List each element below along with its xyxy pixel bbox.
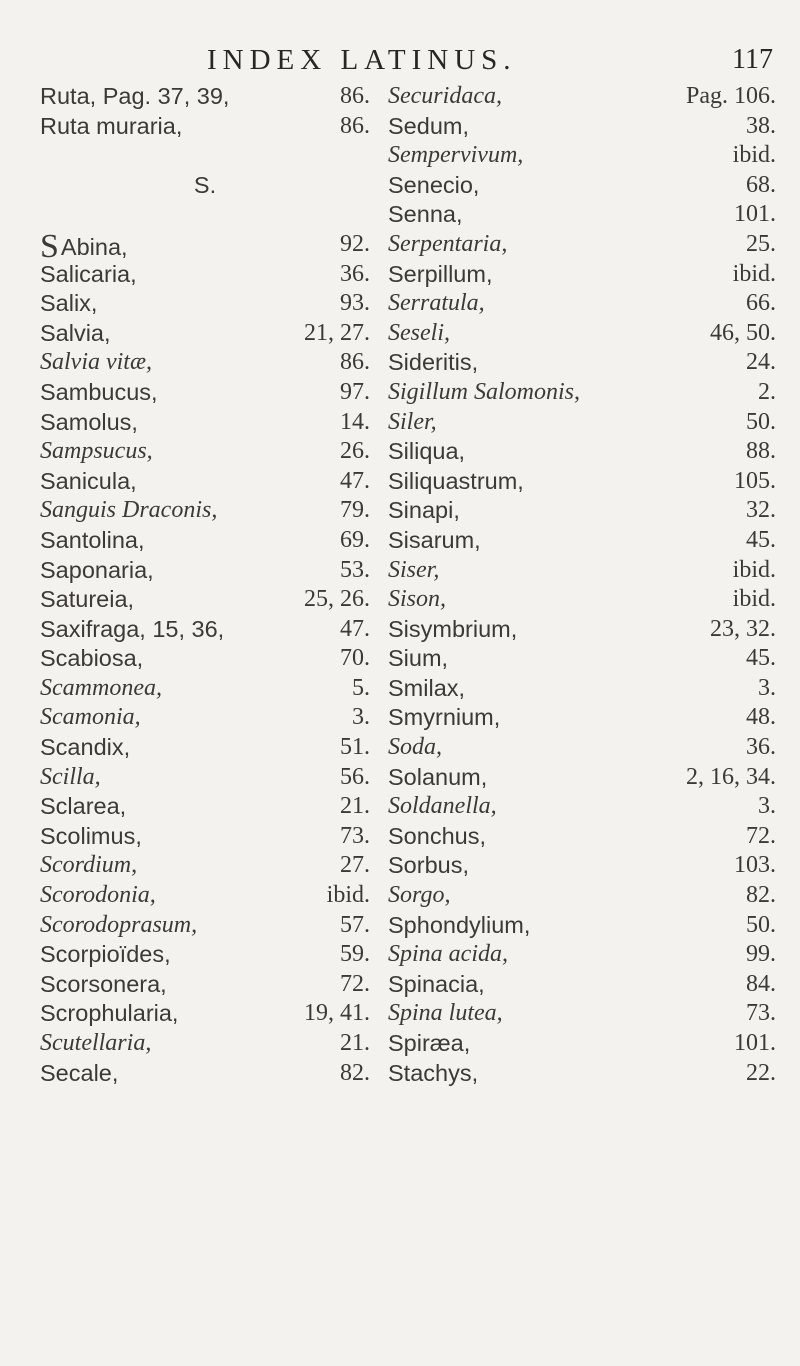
entry-page-ref: 47. [340,615,370,642]
entry-page-ref: 21, 27. [304,319,370,346]
entry-page-ref: 82. [746,882,776,909]
entry-name: Scolimus, [40,822,142,849]
entry-name: Sison, [388,586,447,613]
entry-name: Seseli, [388,319,450,346]
index-title: INDEX LATINUS. [207,44,517,76]
entry-name: Salvia vitæ, [40,349,152,376]
entry-name: Stachys, [388,1059,479,1086]
index-entry [388,674,776,704]
index-entry [40,319,370,349]
entry-name: Salicaria, [40,260,137,287]
entry-page-ref: 47. [340,467,370,494]
entry-page-ref: 99. [746,941,776,968]
index-entry [40,585,370,615]
entry-name: Sedum, [388,112,469,139]
entry-name: Sonchus, [388,822,486,849]
entry-name: Sideritis, [388,349,479,376]
index-entry [388,1059,776,1089]
index-entry [388,319,776,349]
entry-name: Salix, [40,290,98,317]
index-entry [40,348,370,378]
section-letter [40,171,370,201]
entry-name: Soldanella, [388,793,497,820]
index-entry [40,674,370,704]
entry-name: Scordium, [40,852,138,879]
index-entry [40,437,370,467]
entry-page-ref: 88. [746,438,776,465]
entry-page-ref: 19, 41. [304,1000,370,1027]
entry-name: Senecio, [388,171,480,198]
index-entry [40,496,370,526]
entry-page-ref: 70. [340,645,370,672]
index-entry [388,1029,776,1059]
entry-page-ref: 36. [746,734,776,761]
entry-page-ref: 79. [340,497,370,524]
entry-page-ref: 73. [340,822,370,849]
index-entry [388,585,776,615]
index-entry [40,703,370,733]
entry-name: Satureia, [40,586,135,613]
entry-page-ref: 103. [734,852,776,879]
entry-page-ref: ibid. [732,556,776,583]
entry-name: Sinapi, [388,497,460,524]
entry-page-ref: 84. [746,970,776,997]
entry-page-ref: 101. [734,1030,776,1056]
index-entry [388,289,776,319]
entry-name: Ruta, Pag. 37, 39, [40,83,230,109]
entry-page-ref: Pag. 106. [686,83,776,109]
index-entry [388,792,776,822]
entry-name: Serpillum, [388,260,493,287]
entry-name: Scorodonia, [40,882,156,909]
entry-page-ref: 2. [758,378,776,405]
entry-page-ref: 36. [340,260,370,287]
index-entry [388,526,776,556]
entry-name: Spina lutea, [388,1000,503,1027]
index-entry [40,82,370,112]
entry-page-ref: 97. [340,378,370,405]
entry-page-ref: 82. [340,1059,370,1086]
entry-name: Spinacia, [388,970,485,997]
index-entry [388,141,776,171]
entry-name: Spina acida, [388,941,508,968]
entry-page-ref: 46, 50. [710,319,776,346]
entry-name: Scorsonera, [40,970,167,997]
entry-name: Siler, [388,408,437,435]
index-entry [388,112,776,142]
entry-page-ref: 57. [340,911,370,938]
left-index-column [40,82,370,1088]
entry-name: Scutellaria, [40,1030,152,1056]
entry-name: Scandix, [40,734,131,761]
index-entry [40,644,370,674]
entry-page-ref: 72. [340,970,370,997]
index-entry [40,467,370,497]
entry-name: Sium, [388,645,449,672]
index-entry [40,970,370,1000]
entry-page-ref: 86. [340,83,370,109]
entry-page-ref: ibid. [732,586,776,613]
entry-page-ref: 2, 16, 34. [686,763,776,790]
entry-name: Sorgo, [388,882,451,909]
index-entry [40,1029,370,1059]
entry-name: Samolus, [40,408,138,435]
page-header [0,44,800,84]
entry-name: Sambucus, [40,378,158,405]
entry-page-ref: 56. [340,763,370,790]
index-entry [388,260,776,290]
index-entry [40,792,370,822]
index-entry [388,230,776,260]
entry-page-ref: 72. [746,822,776,849]
entry-name: Sigillum Salomonis, [388,378,581,405]
index-entry [388,378,776,408]
entry-name: Scamonia, [40,704,141,731]
entry-name: Scrophularia, [40,1000,179,1027]
entry-name: Salvia, [40,319,111,346]
entry-page-ref: 22. [746,1059,776,1086]
index-entry [388,999,776,1029]
entry-page-ref: 45. [746,645,776,672]
entry-page-ref: 73. [746,1000,776,1027]
index-entry [388,467,776,497]
entry-name: Scorpioïdes, [40,941,171,968]
index-entry [388,408,776,438]
entry-name: Scorodoprasum, [40,911,198,938]
right-index-column [388,82,776,1088]
index-entry [40,526,370,556]
index-entry [40,940,370,970]
entry-page-ref: 69. [340,526,370,553]
entry-name: Sanguis Draconis, [40,497,218,524]
entry-page-ref: 86. [340,349,370,376]
entry-page-ref: 21. [340,1030,370,1056]
entry-page-ref: 14. [340,408,370,435]
entry-name: Siser, [388,556,440,583]
entry-page-ref: 23, 32. [710,615,776,642]
index-entry [388,496,776,526]
entry-name: S. [193,171,217,198]
index-entry [388,348,776,378]
index-entry [40,112,370,142]
entry-page-ref: 59. [340,941,370,968]
entry-name: Sampsucus, [40,438,153,465]
index-entry [388,881,776,911]
entry-name: Scammonea, [40,674,162,701]
index-entry [40,556,370,586]
index-entry [40,822,370,852]
index-entry [388,200,776,230]
entry-page-ref: 50. [746,408,776,435]
entry-name: Saponaria, [40,556,154,583]
entry-name: Serpentaria, [388,230,508,257]
index-entry [388,171,776,201]
entry-page-ref: 21. [340,793,370,820]
index-entry [40,227,370,265]
entry-page-ref: 38. [746,112,776,139]
entry-page-ref: 25, 26. [304,586,370,613]
entry-page-ref: ibid. [326,882,370,909]
index-entry [388,437,776,467]
index-entry [40,141,370,171]
index-entry [388,911,776,941]
entry-name: Sclarea, [40,793,127,820]
entry-name: Scilla, [40,763,101,790]
entry-page-ref: 92. [340,230,370,257]
entry-page-ref: 86. [340,112,370,139]
entry-page-ref: 32. [746,497,776,524]
entry-page-ref: 101. [734,201,776,228]
index-entry [40,260,370,290]
entry-page-ref: 53. [340,556,370,583]
index-entry [40,763,370,793]
entry-name: Sempervivum, [388,142,524,169]
index-entry [388,763,776,793]
index-entry [388,940,776,970]
index-entry [388,733,776,763]
index-entry [40,200,370,230]
index-entry [388,970,776,1000]
entry-page-ref: 24. [746,349,776,376]
index-entry [388,822,776,852]
entry-page-ref: 93. [340,290,370,317]
entry-name: SAbina, [40,227,128,265]
entry-name: Secale, [40,1059,119,1086]
entry-name: Saxifraga, 15, 36, [40,615,225,642]
entry-page-ref: 3. [352,704,370,731]
entry-name: Ruta muraria, [40,112,183,139]
entry-page-ref: 5. [352,674,370,701]
entry-name: Solanum, [388,763,488,790]
entry-name: Sanicula, [40,467,137,494]
entry-page-ref: 45. [746,526,776,553]
entry-name: Scabiosa, [40,645,144,672]
entry-page-ref: 50. [746,911,776,938]
entry-name: Smyrnium, [388,704,501,731]
entry-name: Sisymbrium, [388,615,518,642]
index-entry [40,408,370,438]
entry-page-ref: 48. [746,704,776,731]
entry-page-ref: 3. [758,793,776,820]
entry-page-ref: 68. [746,171,776,198]
index-entry [388,615,776,645]
entry-page-ref: 26. [340,438,370,465]
entry-name: Soda, [388,734,442,761]
index-entry [388,82,776,112]
entry-name: Santolina, [40,526,145,553]
entry-name: Senna, [388,201,463,228]
index-entry [388,644,776,674]
entry-page-ref: 27. [340,852,370,879]
index-entry [40,911,370,941]
entry-page-ref: ibid. [732,142,776,169]
index-entry [40,289,370,319]
entry-name: Spiræa, [388,1030,471,1056]
entry-page-ref: 3. [758,674,776,701]
entry-page-ref: 25. [746,230,776,257]
page-number: 117 [732,44,773,75]
entry-page-ref: ibid. [732,260,776,287]
index-entry [388,851,776,881]
entry-name: Sisarum, [388,526,481,553]
entry-name: Smilax, [388,674,466,701]
index-entry [40,733,370,763]
entry-page-ref: 105. [734,467,776,494]
index-entry [40,999,370,1029]
index-entry [40,1059,370,1089]
entry-name: Sphondylium, [388,911,531,938]
index-entry [40,881,370,911]
entry-name: Siliqua, [388,438,466,465]
index-entry [388,556,776,586]
index-entry [388,703,776,733]
entry-name: Serratula, [388,290,485,317]
index-entry [40,851,370,881]
entry-name: Siliquastrum, [388,467,524,494]
entry-page-ref: 51. [340,734,370,761]
index-entry [40,378,370,408]
entry-name: Securidaca, [388,83,502,109]
entry-page-ref: 66. [746,290,776,317]
entry-name: Sorbus, [388,852,469,879]
index-entry [40,615,370,645]
